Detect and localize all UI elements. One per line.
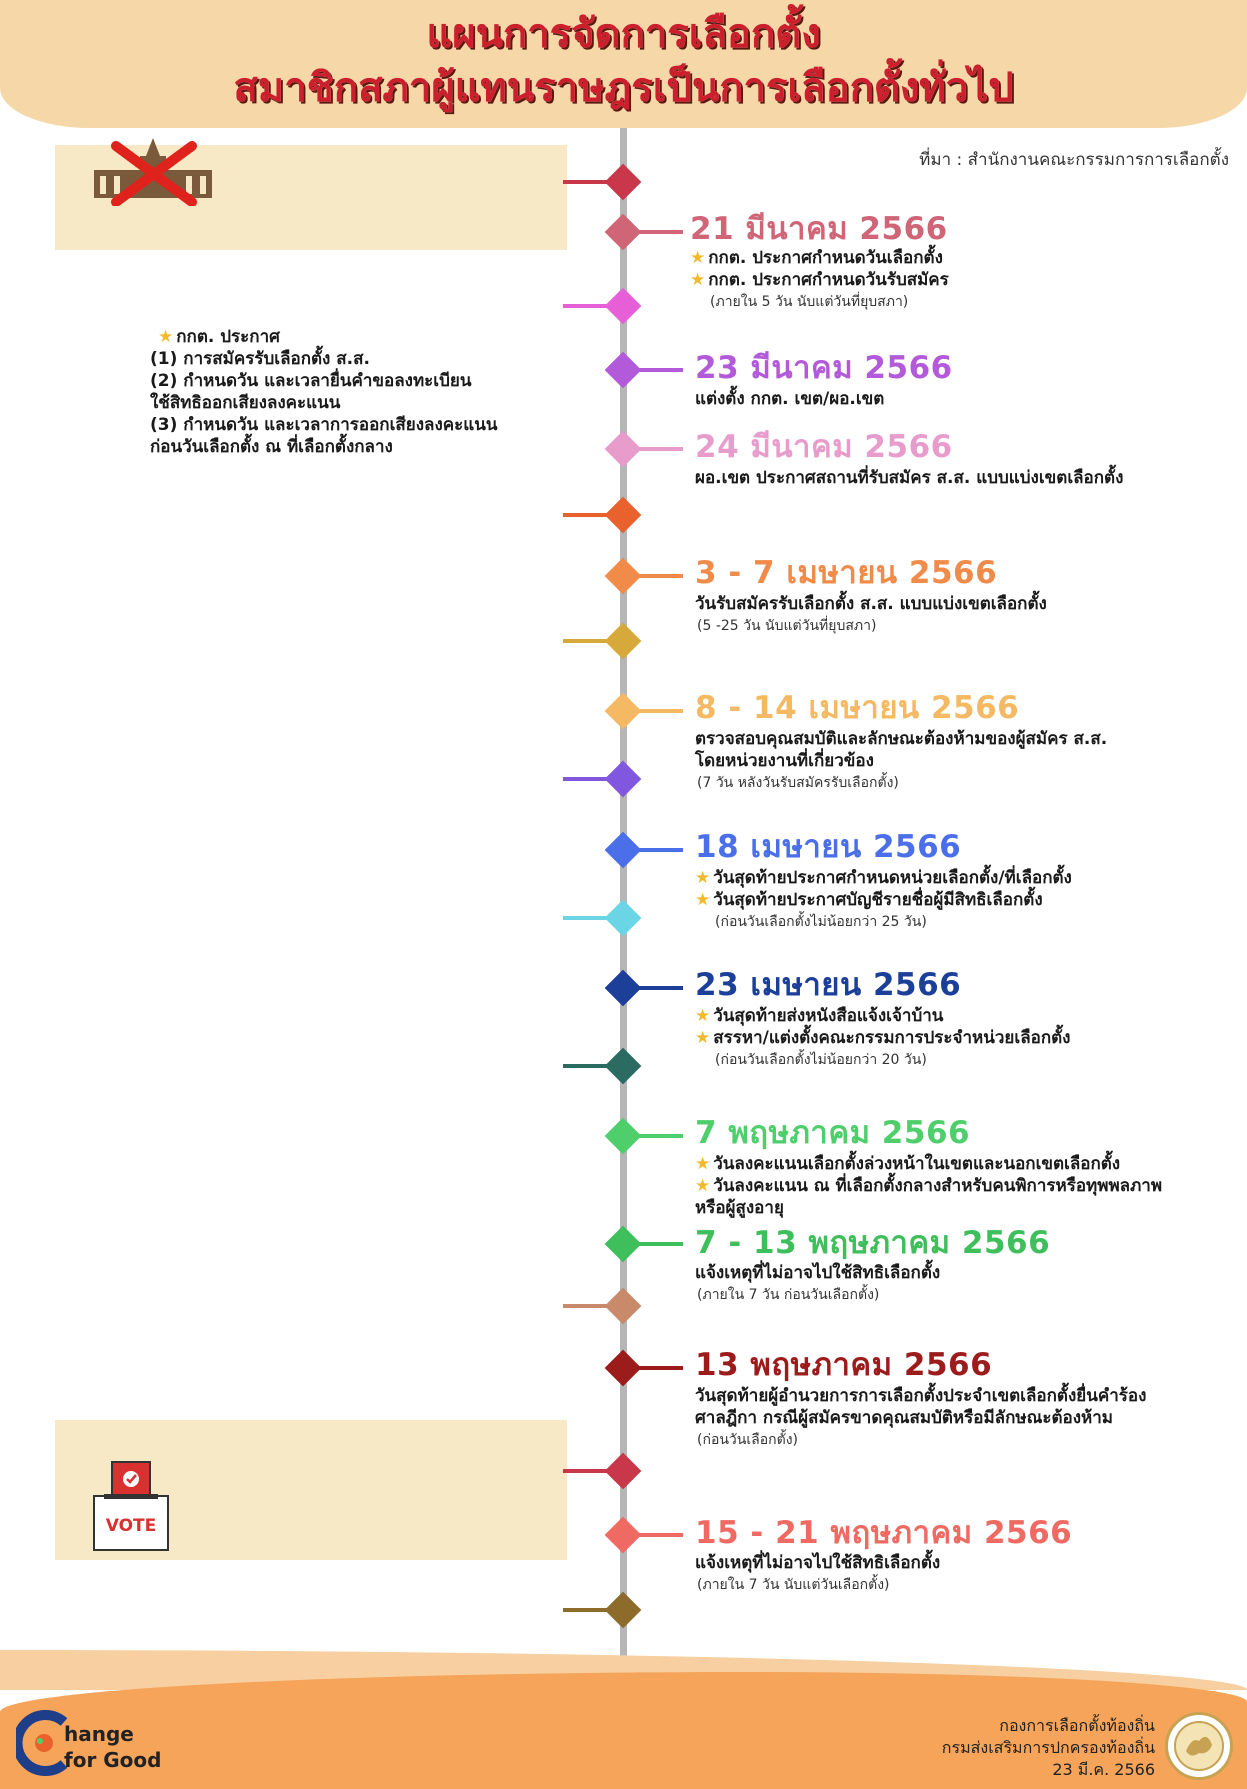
event-text [695, 1153, 1120, 1175]
event-date: 3 - 7 เมษายน 2566 [695, 555, 998, 591]
event-text-content: วันสุดท้ายผู้อำนวยการการเลือกตั้งประจำเขตเลือกตั้งยื่นคำร้อง [695, 1386, 1147, 1406]
event-marker [605, 497, 642, 534]
event-text-content: หรือผู้สูงอายุ [695, 1198, 784, 1218]
event-text [695, 1385, 1146, 1407]
event-marker [605, 693, 642, 730]
event-marker [605, 1118, 642, 1155]
event-marker [605, 352, 642, 389]
event-marker [605, 288, 642, 325]
event-text [695, 1552, 940, 1574]
event-marker [605, 1453, 642, 1490]
logo-line-2: for Good [64, 1748, 162, 1772]
event-text [695, 1005, 943, 1027]
event-text-content: ใช้สิทธิออกเสียงลงคะแนน [150, 393, 341, 413]
event-text-content: (1) การสมัครรับเลือกตั้ง ส.ส. [150, 349, 370, 369]
event-text-content: ก่อนวันเลือกตั้ง ณ ที่เลือกตั้งกลาง [150, 437, 393, 457]
event-date: 15 - 21 พฤษภาคม 2566 [695, 1515, 1073, 1551]
event-marker [605, 214, 642, 251]
event-date: 8 - 14 เมษายน 2566 [695, 690, 1020, 726]
event-text-content: วันสุดท้ายส่งหนังสือแจ้งเจ้าบ้าน [713, 1006, 944, 1026]
logo-line-1: hange [64, 1722, 134, 1746]
event-text-content: แจ้งเหตุที่ไม่อาจไปใช้สิทธิเลือกตั้ง [695, 1263, 941, 1283]
event-text [695, 1262, 940, 1284]
event-text-content: วันสุดท้ายประกาศกำหนดหน่วยเลือกตั้ง/ที่เลือกตั้ง [713, 868, 1072, 888]
event-marker [605, 558, 642, 595]
event-text [150, 370, 471, 392]
ballot-box-icon [90, 1458, 172, 1554]
event-marker [605, 900, 642, 937]
event-note: (5 -25 วัน นับแต่วันที่ยุบสภา) [697, 618, 877, 634]
event-marker [605, 832, 642, 869]
event-note: (ก่อนวันเลือกตั้งไม่น้อยกว่า 25 วัน) [715, 914, 927, 930]
dla-seal-icon [1165, 1712, 1233, 1780]
event-text [158, 326, 280, 348]
event-text [695, 750, 874, 772]
event-date: 23 เมษายน 2566 [695, 967, 962, 1003]
org-line-1: กองการเลือกตั้งท้องถิ่น [999, 1716, 1155, 1735]
event-text-content: แต่งตั้ง กกต. เขต/ผอ.เขต [695, 389, 885, 409]
event-text [150, 392, 340, 414]
event-marker [605, 1048, 642, 1085]
star-icon: ★ [690, 248, 706, 268]
star-icon: ★ [690, 270, 706, 290]
source-credit: ที่มา : สำนักงานคณะกรรมการการเลือกตั้ง [919, 150, 1229, 170]
event-text-content: วันลงคะแนนเลือกตั้งล่วงหน้าในเขตและนอกเขตเลือกตั้ง [713, 1154, 1121, 1174]
star-icon: ★ [695, 868, 711, 888]
event-text-content: โดยหน่วยงานที่เกี่ยวข้อง [695, 751, 874, 771]
event-text [690, 269, 949, 291]
star-icon: ★ [695, 890, 711, 910]
event-text [150, 414, 497, 436]
event-text [150, 348, 370, 370]
org-date: 23 มี.ค. 2566 [1052, 1760, 1155, 1779]
event-text-content: วันรับสมัครรับเลือกตั้ง ส.ส. แบบแบ่งเขตเลือกตั้ง [695, 594, 1047, 614]
event-text-content: ศาลฎีกา กรณีผู้สมัครขาดคุณสมบัติหรือมีลักษณะต้องห้าม [695, 1408, 1114, 1428]
event-text-content: (3) กำหนดวัน และเวลาการออกเสียงลงคะแนน [150, 415, 498, 435]
event-text [695, 867, 1072, 889]
star-icon: ★ [158, 327, 174, 347]
parliament-crossed-icon [88, 136, 218, 206]
vote-label: VOTE [105, 1516, 157, 1536]
event-marker [605, 1592, 642, 1629]
event-marker [605, 1350, 642, 1387]
event-text-content: กกต. ประกาศกำหนดวันเลือกตั้ง [708, 248, 943, 268]
event-text [695, 467, 1123, 489]
event-marker [605, 970, 642, 1007]
event-marker [605, 431, 642, 468]
event-marker [605, 1226, 642, 1263]
star-icon: ★ [695, 1006, 711, 1026]
event-text [695, 1197, 784, 1219]
event-text-content: วันสุดท้ายประกาศบัญชีรายชื่อผู้มีสิทธิเลือกตั้ง [713, 890, 1043, 910]
event-note: (7 วัน หลังวันรับสมัครรับเลือกตั้ง) [697, 775, 899, 791]
event-text-content: วันลงคะแนน ณ ที่เลือกตั้งกลางสำหรับคนพิการหรือทุพพลภาพ [713, 1176, 1163, 1196]
event-text [150, 436, 393, 458]
event-marker [605, 1517, 642, 1554]
event-note: (ก่อนวันเลือกตั้ง) [697, 1432, 798, 1448]
event-date: 23 มีนาคม 2566 [695, 350, 953, 386]
org-line-2: กรมส่งเสริมการปกครองท้องถิ่น [941, 1738, 1155, 1757]
event-text-content: กกต. ประกาศกำหนดวันรับสมัคร [708, 270, 949, 290]
event-text-content: (2) กำหนดวัน และเวลายื่นคำขอลงทะเบียน [150, 371, 472, 391]
event-note: (ภายใน 7 วัน นับแต่วันเลือกตั้ง) [697, 1577, 890, 1593]
event-text-content: สรรหา/แต่งตั้งคณะกรรมการประจำหน่วยเลือกตั้ง [713, 1028, 1071, 1048]
star-icon: ★ [695, 1154, 711, 1174]
event-date: 13 พฤษภาคม 2566 [695, 1347, 993, 1383]
event-date: 18 เมษายน 2566 [695, 829, 962, 865]
event-text [695, 1175, 1162, 1197]
title-line-2: สมาชิกสภาผู้แทนราษฎรเป็นการเลือกตั้งทั่วไป [233, 65, 1014, 111]
event-text-content: แจ้งเหตุที่ไม่อาจไปใช้สิทธิเลือกตั้ง [695, 1553, 941, 1573]
event-note: (ก่อนวันเลือกตั้งไม่น้อยกว่า 20 วัน) [715, 1052, 927, 1068]
event-text-content: กกต. ประกาศ [176, 327, 280, 347]
event-text [695, 593, 1047, 615]
event-note: (ภายใน 5 วัน นับแต่วันที่ยุบสภา) [710, 294, 909, 310]
title-line-1: แผนการจัดการเลือกตั้ง [426, 11, 821, 57]
star-icon: ★ [695, 1028, 711, 1048]
event-marker [605, 623, 642, 660]
event-text [695, 728, 1107, 750]
star-icon: ★ [695, 1176, 711, 1196]
event-text [695, 1407, 1113, 1429]
event-text [695, 1027, 1070, 1049]
event-text [690, 247, 943, 269]
event-marker [605, 1288, 642, 1325]
event-marker [605, 164, 642, 201]
event-date: 7 พฤษภาคม 2566 [695, 1115, 971, 1151]
event-text-content: ตรวจสอบคุณสมบัติและลักษณะต้องห้ามของผู้สมัคร ส.ส. [695, 729, 1108, 749]
event-text [695, 889, 1043, 911]
event-text [695, 388, 884, 410]
event-date: 7 - 13 พฤษภาคม 2566 [695, 1225, 1051, 1261]
event-date: 24 มีนาคม 2566 [695, 429, 953, 465]
event-date: 21 มีนาคม 2566 [690, 211, 948, 247]
event-note: (ภายใน 7 วัน ก่อนวันเลือกตั้ง) [697, 1287, 880, 1303]
event-marker [605, 761, 642, 798]
event-text-content: ผอ.เขต ประกาศสถานที่รับสมัคร ส.ส. แบบแบ่งเขตเลือกตั้ง [695, 468, 1124, 488]
